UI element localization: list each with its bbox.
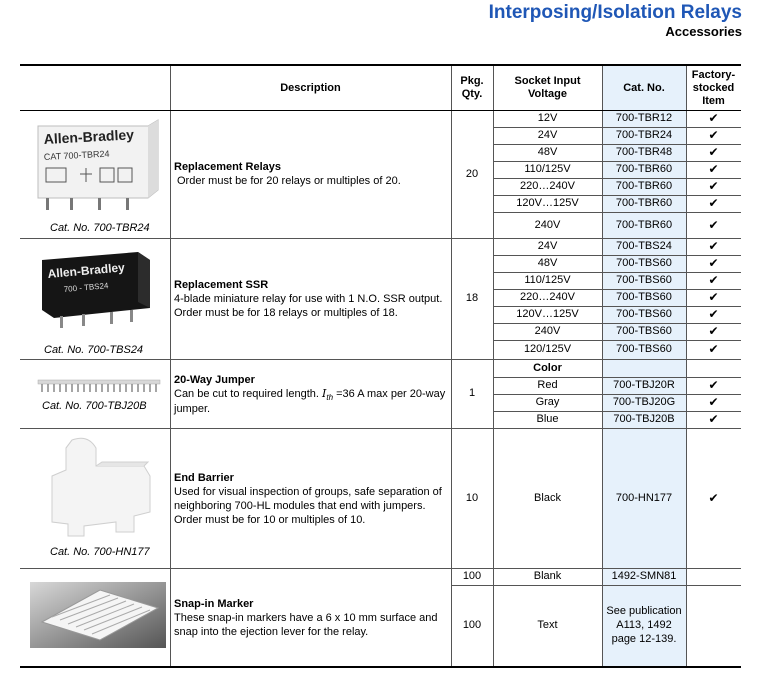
ssr-cat-no: 700-TBS60 (616, 274, 672, 286)
marker-pkg-qty: 100 (462, 619, 482, 631)
row-rule (493, 127, 741, 128)
relay-cat-no: 700-TBR48 (615, 146, 673, 158)
marker-type: Blank (533, 570, 562, 582)
marker-cat-no: 1492-SMN81 (611, 570, 677, 582)
stocked-check-icon: ✔ (708, 239, 719, 253)
barrier-image-caption: Cat. No. 700-HN177 (50, 546, 150, 558)
current-subscript: th (326, 393, 334, 403)
header-cat-no: Cat. No. (623, 81, 665, 94)
header-socket-voltage: Socket Input Voltage (514, 75, 581, 100)
ssr-voltage: 48V (537, 257, 558, 269)
ssr-voltage: 24V (537, 240, 558, 252)
relay-brand-text: Allen-Bradley (43, 126, 135, 147)
marker-publication-line2: A113, 1492 (616, 619, 672, 631)
ssr-description-line1: 4-blade miniature relay for use with 1 N.O. SSR output. (174, 293, 443, 305)
ssr-image-caption: Cat. No. 700-TBS24 (44, 344, 144, 356)
row-rule (493, 377, 741, 378)
relay-title: Replacement Relays (174, 161, 281, 173)
header-description: Description (280, 81, 341, 94)
relay-cat-no: 700-TBR60 (615, 197, 673, 209)
relay-description: Order must be for 20 relays or multiples of 20. (177, 175, 401, 187)
stocked-check-icon: ✔ (708, 342, 719, 356)
ssr-voltage: 110/125V (524, 274, 571, 286)
stocked-check-icon: ✔ (708, 196, 719, 210)
page-title: Interposing/Isolation Relays (488, 2, 742, 23)
jumper-image-caption: Cat. No. 700-TBJ20B (42, 400, 147, 412)
marker-title: Snap-in Marker (174, 598, 254, 610)
row-rule (493, 212, 741, 213)
ssr-cat-no: 700-TBS24 (616, 240, 672, 252)
ssr-description-line2: Order must be for 18 relays or multiples of 18. (174, 307, 398, 319)
stocked-check-icon: ✔ (708, 111, 719, 125)
row-rule (493, 272, 741, 273)
stocked-check-icon: ✔ (708, 290, 719, 304)
row-rule (493, 195, 741, 196)
relay-voltage: 110/125V (524, 163, 571, 175)
relay-voltage: 220…240V (519, 180, 576, 192)
current-symbol: I (322, 387, 327, 400)
jumper-cat-no: 700-TBJ20G (612, 396, 676, 408)
jumper-color: Gray (535, 396, 560, 408)
stocked-check-icon: ✔ (708, 324, 719, 338)
jumper-description-line2: jumper. (174, 403, 211, 415)
row-rule (493, 306, 741, 307)
relay-cat-no: 700-TBR12 (615, 112, 673, 124)
relay-product-image (30, 116, 165, 216)
stocked-check-icon: ✔ (708, 217, 719, 232)
stocked-check-icon: ✔ (708, 128, 719, 142)
ssr-voltage: 220…240V (519, 291, 576, 303)
stocked-check-icon: ✔ (708, 179, 719, 193)
relay-image-caption: Cat. No. 700-TBR24 (50, 222, 150, 234)
stocked-check-icon: ✔ (708, 412, 719, 426)
color-header: Color (533, 361, 562, 374)
jumper-title: 20-Way Jumper (174, 374, 255, 386)
relay-voltage: 12V (537, 112, 558, 124)
marker-description-line1: These snap-in markers have a 6 x 10 mm surface and (174, 612, 438, 624)
stocked-check-icon: ✔ (708, 307, 719, 321)
barrier-description-line3: Order must be for 10 or multiples of 10. (174, 514, 366, 526)
marker-description-line2: snap into the ejection lever for the relay. (174, 626, 369, 638)
ssr-pkg-qty: 18 (465, 292, 479, 304)
ssr-title: Replacement SSR (174, 279, 269, 291)
group-rule (20, 359, 741, 360)
jumper-pkg-qty: 1 (468, 387, 476, 399)
ssr-voltage: 240V (534, 325, 561, 337)
marker-type: Text (537, 619, 558, 631)
ssr-cat-no: 700-TBS60 (616, 308, 672, 320)
page-subtitle: Accessories (665, 24, 742, 39)
relay-voltage: 48V (537, 146, 558, 158)
header-pkg-qty: Pkg. Qty. (460, 75, 484, 100)
jumper-description-line1: Can be cut to required length. $I_{th} =36$ A max per 20-way (174, 387, 446, 403)
jumper-cat-no: 700-TBJ20B (613, 413, 675, 425)
jumper-color: Blue (536, 413, 559, 425)
ssr-cat-no: 700-TBS60 (616, 257, 672, 269)
barrier-title: End Barrier (174, 472, 234, 484)
stocked-check-icon: ✔ (708, 490, 719, 505)
stocked-check-icon: ✔ (708, 395, 719, 409)
relay-voltage: 240V (534, 218, 561, 231)
row-rule (493, 255, 741, 256)
relay-model-text: CAT 700-TBR24 (43, 148, 110, 162)
relay-pkg-qty: 20 (465, 167, 479, 180)
marker-pkg-qty: 100 (462, 570, 482, 582)
row-rule (493, 340, 741, 341)
jumper-cat-no: 700-TBJ20R (613, 379, 675, 391)
ssr-model-text: 700 - TBS24 (63, 281, 109, 294)
ssr-voltage: 120V…125V (516, 308, 579, 320)
relay-cat-no: 700-TBR60 (615, 163, 673, 175)
header-factory-stocked: Factory-stocked Item (691, 68, 736, 107)
ssr-cat-no: 700-TBS60 (616, 325, 672, 337)
stocked-check-icon: ✔ (708, 256, 719, 270)
ssr-cat-no: 700-TBS60 (616, 291, 672, 303)
ssr-cat-no: 700-TBS60 (616, 343, 672, 355)
barrier-description-line2: neighboring 700-HL modules that end with jumpers. (174, 500, 426, 512)
row-rule (493, 411, 741, 412)
row-rule (493, 144, 741, 145)
ssr-voltage: 120/125V (523, 343, 572, 355)
ssr-brand-text: Allen-Bradley (47, 260, 126, 281)
relay-voltage: 24V (537, 129, 558, 141)
relay-cat-no: 700-TBR24 (615, 129, 673, 141)
marker-product-image (30, 582, 166, 648)
ssr-product-image (38, 246, 158, 336)
stocked-check-icon: ✔ (708, 162, 719, 176)
stocked-check-icon: ✔ (708, 273, 719, 287)
row-rule (493, 178, 741, 179)
stocked-check-icon: ✔ (708, 145, 719, 159)
barrier-description-line1: Used for visual inspection of groups, safe separation of (174, 486, 442, 498)
jumper-color: Red (537, 379, 558, 391)
row-rule (493, 323, 741, 324)
barrier-cat-no: 700-HN177 (615, 491, 673, 504)
marker-publication-line1: See publication (606, 605, 682, 617)
row-rule (493, 289, 741, 290)
stocked-check-icon: ✔ (708, 378, 719, 392)
relay-cat-no: 700-TBR60 (615, 180, 673, 192)
table-bottom-rule (20, 666, 741, 668)
barrier-color: Black (534, 491, 561, 504)
column-divider (170, 66, 171, 666)
row-rule (493, 394, 741, 395)
barrier-pkg-qty: 10 (465, 491, 479, 504)
row-rule (493, 161, 741, 162)
marker-publication-line3: page 12-139. (611, 633, 677, 645)
relay-cat-no: 700-TBR60 (615, 218, 673, 231)
relay-voltage: 120V…125V (516, 197, 579, 209)
barrier-product-image (44, 436, 160, 540)
jumper-product-image (36, 378, 166, 398)
